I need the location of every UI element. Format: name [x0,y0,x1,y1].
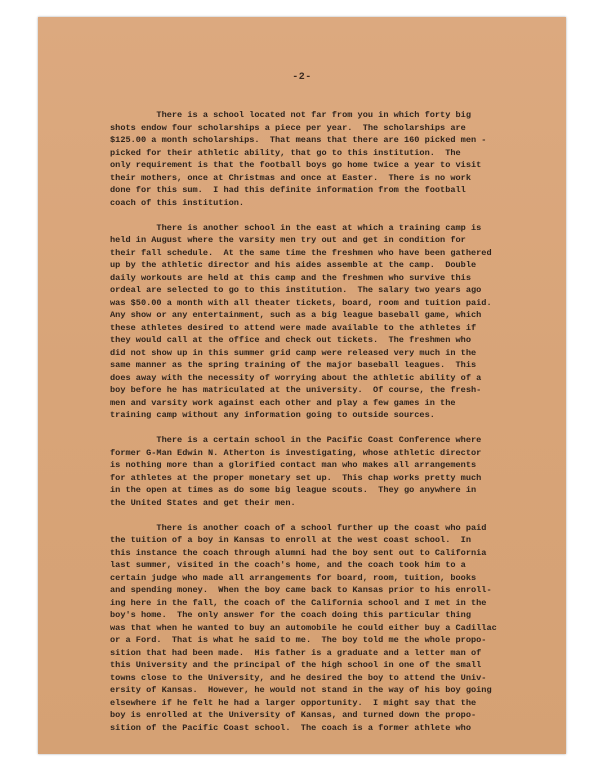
text-line: the United States and get their men. [110,497,296,508]
text-line: coach of this institution. [110,197,245,208]
text-line: these athletes desired to attend were made available to the athletes if [110,322,477,333]
text-line: the tuition of a boy in Kansas to enroll at the west coast school. In [110,535,471,545]
text-line: this University and the principal of the high school in one of the small [110,660,482,670]
paragraph-2 [110,222,534,422]
text-line: same manner as the spring training of the major baseball leagues. This [110,360,477,370]
text-line: did not show up in this summer grid camp were released very much in the [110,347,477,358]
text-line: done for this sum. I had this definite information from the football [110,185,466,195]
paragraph-4 [110,522,534,735]
text-line: daily workouts are held at this camp and the freshmen who survive this [110,272,471,283]
text-line: held in August where the varsity men try out and get in condition for [110,235,466,245]
text-line: for athletes at the proper monetary set up. This chap works pretty much [110,472,482,483]
text-line: sition that had been made. His father is a graduate and a letter man of [110,647,482,658]
text-line: training camp without any information going to outside sources. [110,410,435,420]
letter-page [38,17,566,754]
paragraph-1 [110,109,534,209]
text-line: $125.00 a month scholarships. That means that there are 160 picked men - [110,135,487,145]
text-line: is nothing more than a glorified contact man who makes all arrangements [110,460,477,470]
text-line: in the open at times as do some big league scouts. They go anywhere in [110,485,477,495]
text-line: boy before he has matriculated at the university. Of course, the fresh- [110,385,482,395]
text-line: boy is enrolled at the University of Kansas, and turned down the propo- [110,710,477,720]
text-line: There is another school in the east at which a training camp is [110,222,482,233]
letter-body [110,109,534,747]
text-line: sition of the Pacific Coast school. The coach is a former athlete who [110,722,471,733]
text-line: and spending money. When the boy came back to Kansas prior to his enroll- [110,585,492,595]
text-line: or a Ford. That is what he said to me. The boy told me the whole propo- [110,635,487,645]
page-number: -2- [292,72,312,83]
text-line: shots endow four scholarships a piece per year. The scholarships are [110,122,466,133]
text-line: former G-Man Edwin N. Atherton is investigating, whose athletic director [110,447,482,458]
text-line: last summer, visited in the coach's home, and the coach took him to a [110,560,466,570]
text-line: There is another coach of a school further up the coast who paid [110,522,487,533]
paragraph-3 [110,434,534,509]
text-line: this instance the coach through alumni had the boy sent out to California [110,547,487,558]
text-line: does away with the necessity of worrying about the athletic ability of a [110,372,482,383]
text-line: was that when he wanted to buy an automobile he could either buy a Cadillac [110,622,497,633]
text-line: ersity of Kansas. However, he would not stand in the way of his boy going [110,685,492,695]
text-line: There is a school located not far from you in which forty big [110,110,471,120]
text-line: picked for their athletic ability, that go to this institution. The [110,147,461,158]
text-line: ing here in the fall, the coach of the California school and I met in the [110,597,487,608]
text-line: towns close to the University, and he desired the boy to attend the Univ- [110,672,487,683]
text-line: only requirement is that the football boys go home twice a year to visit [110,160,482,170]
text-line: was $50.00 a month with all theater tickets, board, room and tuition paid. [110,297,492,308]
text-line: up by the athletic director and his aides assemble at the camp. Double [110,260,477,270]
text-line: certain judge who made all arrangements for board, room, tuition, books [110,572,477,583]
text-line: they would call at the office and check out tickets. The freshmen who [110,335,471,345]
text-line: their mothers, once at Christmas and once at Easter. There is no work [110,172,471,183]
text-line: There is a certain school in the Pacific Coast Conference where [110,435,482,445]
text-line: boy's home. The only answer for the coach doing this particular thing [110,610,471,620]
text-line: ordeal are selected to go to this institution. The salary two years ago [110,285,482,295]
text-line: men and varsity work against each other and play a few games in the [110,397,456,408]
text-line: Any show or any entertainment, such as a big league baseball game, which [110,310,482,320]
text-line: elsewhere if he felt he had a larger opportunity. I might say that the [110,697,477,708]
text-line: their fall schedule. At the same time the freshmen who have been gathered [110,247,492,258]
